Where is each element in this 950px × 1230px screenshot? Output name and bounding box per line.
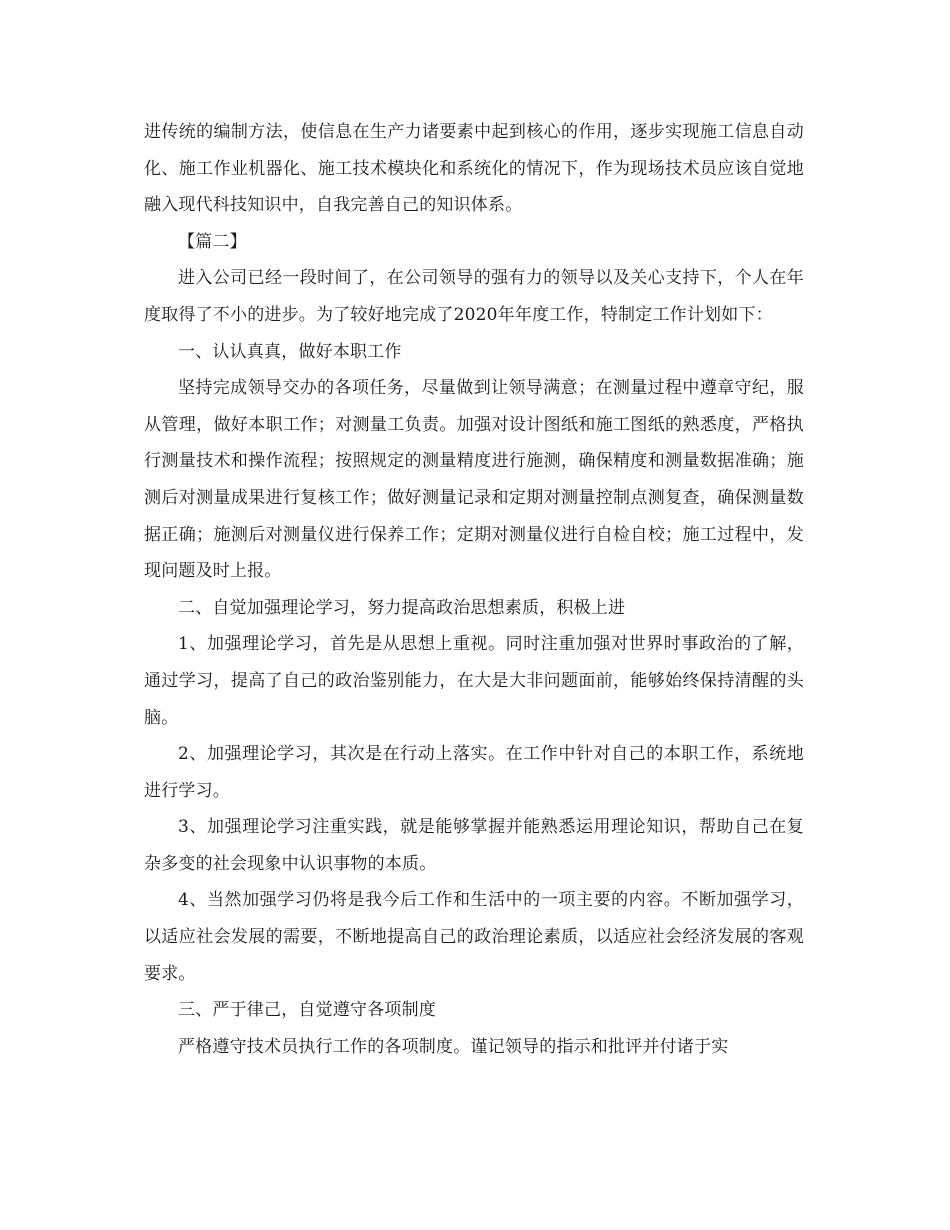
list-item-4: 4、当然加强学习仍将是我今后工作和生活中的一项主要的内容。不断加强学习，以适应社会发展的需要，不断地提高自己的政治理论素质，以适应社会经济发展的客观要求。 — [144, 890, 804, 984]
paragraph-continuation: 进传统的编制方法，使信息在生产力诸要素中起到核心的作用，逐步实现施工信息自动化、施工作业机器化、施工技术模块化和系统化的情况下，作为现场技术员应该自觉地融入现代科技知识中，自我完善自己的知识体系。 — [144, 122, 804, 216]
section-heading-2: 二、自觉加强理论学习，努力提高政治思想素质，积极上进 — [178, 597, 626, 618]
list-item-1: 1、加强理论学习，首先是从思想上重视。同时注重加强对世界时事政治的了解，通过学习，提高了自己的政治鉴别能力，在大是大非问题面前，能够始终保持清醒的头脑。 — [144, 634, 804, 728]
paragraph-intro: 进入公司已经一段时间了，在公司领导的强有力的领导以及关心支持下，个人在年度取得了不小的进步。为了较好地完成了2020年年度工作，特制定工作计划如下： — [144, 268, 804, 325]
list-item-3: 3、加强理论学习注重实践，就是能够掌握并能熟悉运用理论知识，帮助自己在复杂多变的社会现象中认识事物的本质。 — [144, 817, 804, 874]
section-heading-part-two: 【篇二】 — [178, 231, 247, 252]
document-body — [144, 114, 804, 1065]
section-heading-1: 一、认认真真，做好本职工作 — [178, 341, 402, 362]
paragraph-rules: 严格遵守技术员执行工作的各项制度。谨记领导的指示和批评并付诸于实 — [178, 1036, 729, 1057]
section-heading-3: 三、严于律己，自觉遵守各项制度 — [178, 1000, 436, 1021]
list-item-2: 2、加强理论学习，其次是在行动上落实。在工作中针对自己的本职工作，系统地进行学习。 — [144, 744, 804, 801]
paragraph-duties: 坚持完成领导交办的各项任务，尽量做到让领导满意；在测量过程中遵章守纪，服从管理，做好本职工作；对测量工负责。加强对设计图纸和施工图纸的熟悉度，严格执行测量技术和操作流程；按照规定的测量精度进行施测，确保精度和测量数据准确；施测后对测量成果进行复核工作；做好测量记录和定期对测量控制点测复查，确保测量数据正确；施测后对测量仪进行保养工作；定期对测量仪进行自检自校；施工过程中，发现问题及时上报。 — [144, 378, 804, 582]
